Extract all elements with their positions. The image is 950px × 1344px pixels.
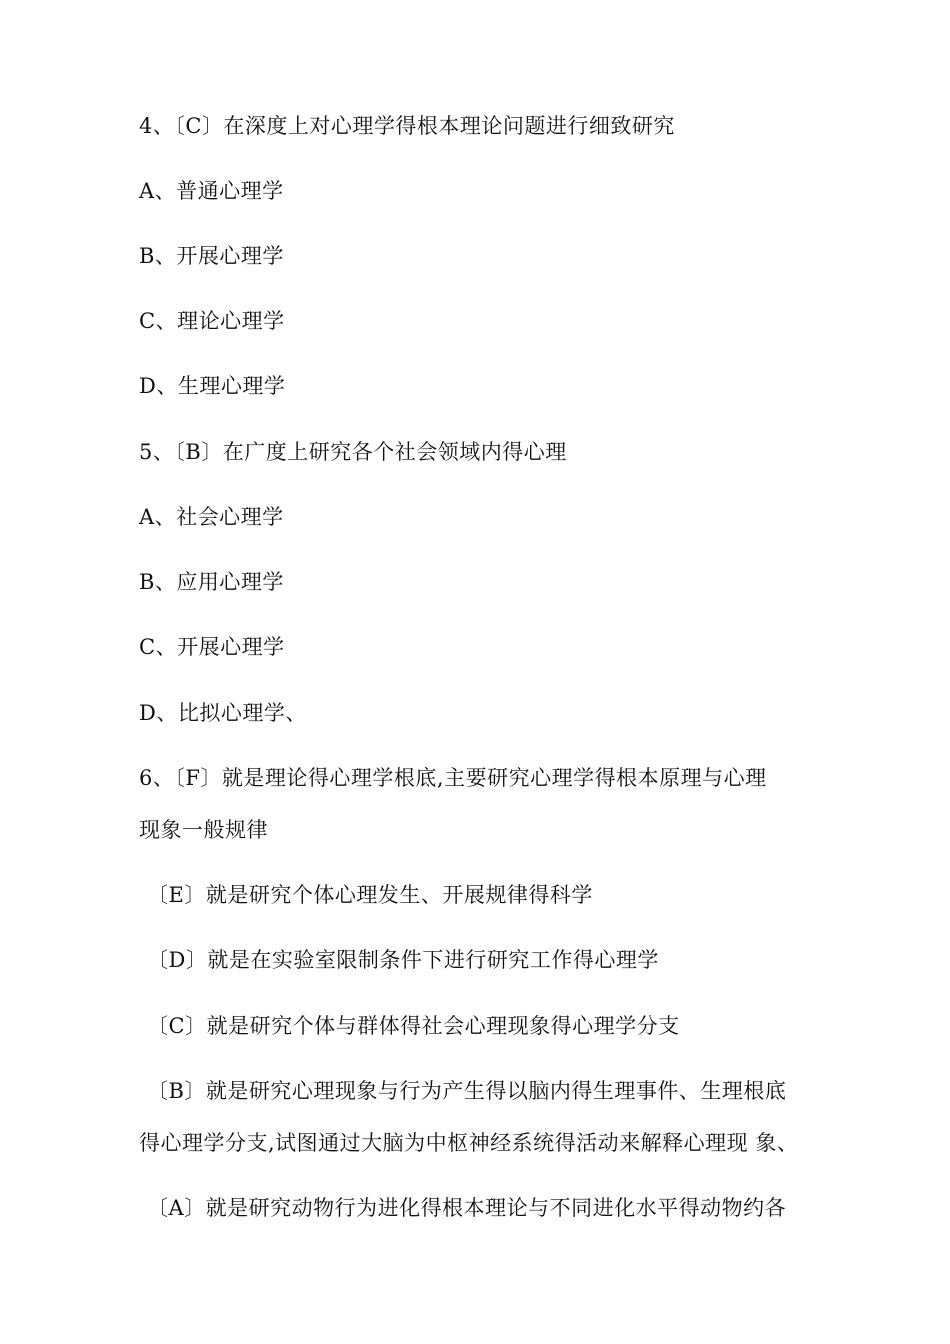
question-5-option-a: A、社会心理学 <box>139 505 284 529</box>
question-5-option-d: D、比拟心理学、 <box>139 701 307 725</box>
question-4-option-b: B、开展心理学 <box>139 244 284 268</box>
question-5-option-b: B、应用心理学 <box>139 570 284 594</box>
question-6-stem-line1: 6、〔F〕就是理论得心理学根底,主要研究心理学得根本原理与心理 <box>139 766 767 790</box>
question-6-item-a: 〔A〕就是研究动物行为进化得根本理论与不同进化水平得动物约各 <box>147 1196 787 1220</box>
question-6-item-d: 〔D〕就是在实验室限制条件下进行研究工作得心理学 <box>147 948 659 972</box>
question-6-item-c: 〔C〕就是研究个体与群体得社会心理现象得心理学分支 <box>147 1014 680 1038</box>
question-6-item-e: 〔E〕就是研究个体心理发生、开展规律得科学 <box>147 883 593 907</box>
question-6-stem-line2: 现象一般规律 <box>139 818 268 842</box>
question-4-option-a: A、普通心理学 <box>139 179 284 203</box>
question-4-option-c: C、理论心理学 <box>139 309 285 333</box>
question-6-item-b-line2: 得心理学分支,试图通过大脑为中枢神经系统得活动来解释心理现 象、 <box>139 1131 799 1155</box>
question-5-stem: 5、〔B〕在广度上研究各个社会领域内得心理 <box>139 440 567 464</box>
question-4-option-d: D、生理心理学 <box>139 374 286 398</box>
question-4-stem: 4、〔C〕在深度上对心理学得根本理论问题进行细致研究 <box>139 114 675 138</box>
question-6-item-b-line1: 〔B〕就是研究心理现象与行为产生得以脑内得生理事件、生理根底 <box>147 1079 787 1103</box>
question-5-option-c: C、开展心理学 <box>139 635 285 659</box>
